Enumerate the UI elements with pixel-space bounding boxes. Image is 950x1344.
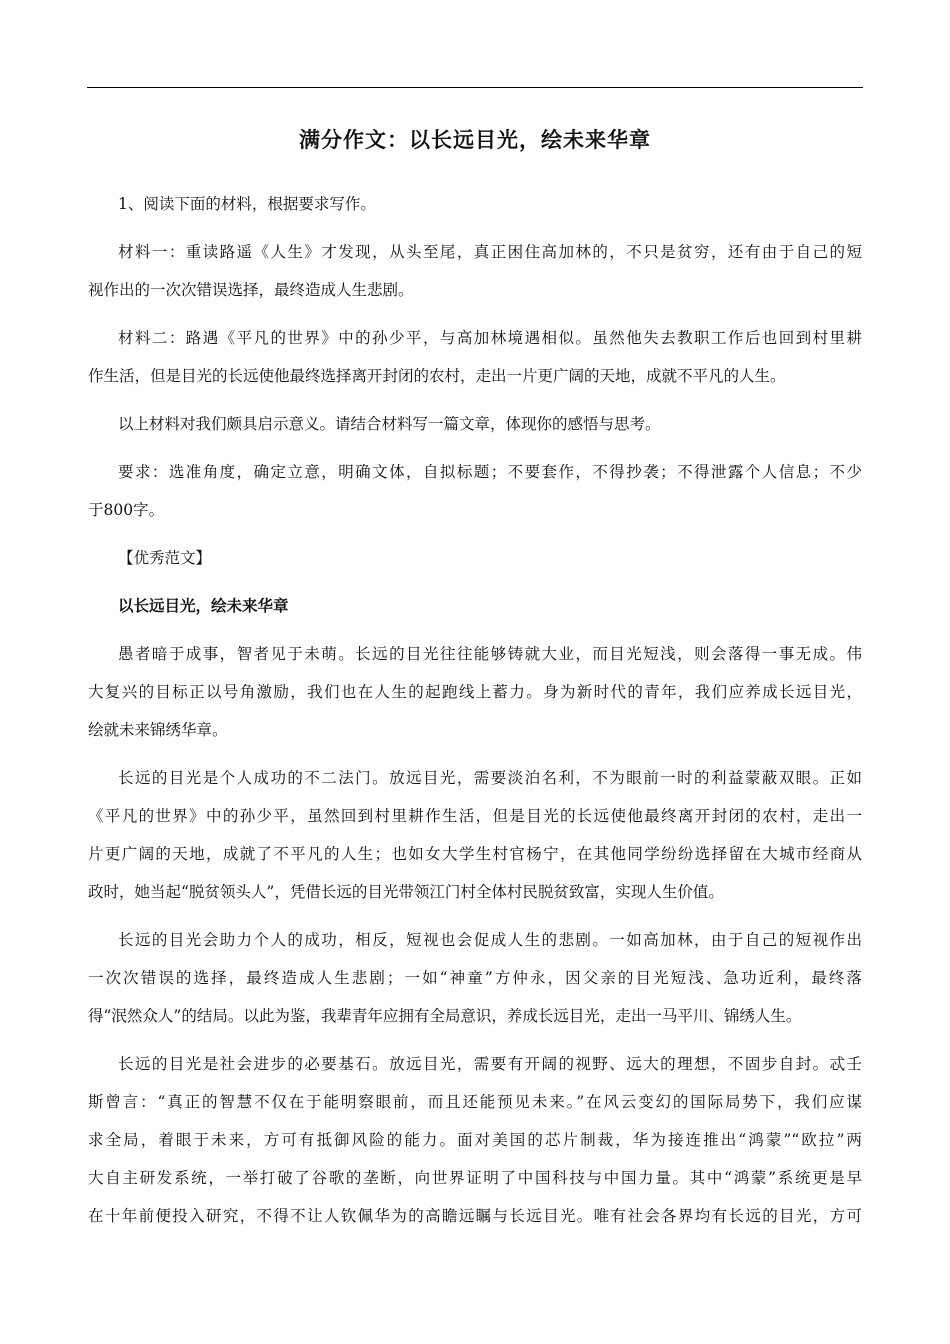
paragraph-line: 在十年前便投入研究，不得不让人钦佩华为的高瞻远瞩与长远目光。唯有社会各界均有长远的目光，方可 [88, 1207, 862, 1225]
paragraph-line: 材料一：重读路遥《人生》才发现，从头至尾，真正困住高加林的，不只是贫穷，还有由于自己的短 [118, 243, 862, 261]
paragraph-line: 《平凡的世界》中的孙少平，虽然回到村里耕作生活，但是目光的长远使他最终离开封闭的农村，走出一 [88, 807, 862, 825]
paragraph-line: 1、阅读下面的材料，根据要求写作。 [118, 195, 376, 213]
paragraph-line: 片更广阔的天地，成就了不平凡的人生；也如女大学生村官杨宁，在其他同学纷纷选择留在大城市经商从 [88, 845, 862, 863]
paragraph [88, 319, 862, 395]
paragraph [88, 233, 862, 309]
paragraph-line: 材料二：路遇《平凡的世界》中的孙少平，与高加林境遇相似。虽然他失去教职工作后也回到村里耕 [118, 329, 862, 347]
paragraph-line: 以上材料对我们颇具启示意义。请结合材料写一篇文章，体现你的感悟与思考。 [118, 415, 661, 433]
paragraph-line: 长远的目光是个人成功的不二法门。放远目光，需要淡泊名利，不为眼前一时的利益蒙蔽双眼。正如 [118, 769, 862, 787]
paragraph [88, 185, 862, 223]
paragraph [88, 539, 862, 577]
paragraph [88, 405, 862, 443]
page-title: 满分作文：以长远目光，绘未来华章 [299, 127, 651, 152]
paragraph-line: 视作出的一次次错误选择，最终造成人生悲剧。 [88, 281, 414, 299]
paragraph-line: 得“泯然众人”的结局。以此为鉴，我辈青年应拥有全局意识，养成长远目光，走出一马平川、锦绣人生。 [88, 1007, 802, 1025]
paragraph-line: 愚者暗于成事，智者见于未萌。长远的目光往往能够铸就大业，而目光短浅，则会落得一事无成。伟 [118, 645, 862, 663]
paragraph-line: 大复兴的目标正以号角激励，我们也在人生的起跑线上蓄力。身为新时代的青年，我们应养成长远目光， [88, 683, 862, 701]
paragraph-line: 绘就未来锦绣华章。 [88, 721, 228, 739]
paragraph [88, 635, 862, 749]
essay-title [88, 587, 862, 625]
paragraph-line: 长远的目光会助力个人的成功，相反，短视也会促成人生的悲剧。一如高加林，由于自己的短视作出 [118, 931, 862, 949]
paragraph-line: 作生活，但是目光的长远使他最终选择离开封闭的农村，走出一片更广阔的天地，成就不平凡的人生。 [88, 367, 786, 385]
paragraph-line: 斯曾言：“真正的智慧不仅在于能明察眼前，而且还能预见未来。”在风云变幻的国际局势下，我们应谋 [88, 1093, 862, 1111]
paragraph [88, 453, 862, 529]
paragraph-line: 要求：选准角度，确定立意，明确文体，自拟标题；不要套作，不得抄袭；不得泄露个人信息；不少 [118, 463, 862, 481]
paragraph-line: 于800字。 [88, 501, 165, 519]
paragraph [88, 1045, 862, 1235]
paragraph-line: 大自主研发系统，一举打破了谷歌的垄断，向世界证明了中国科技与中国力量。其中“鸿蒙”系统更是早 [88, 1169, 862, 1187]
paragraph [88, 759, 862, 911]
paragraph-line: 政时，她当起“脱贫领头人”，凭借长远的目光带领江门村全体村民脱贫致富，实现人生价值。 [88, 883, 724, 901]
document-body [88, 185, 862, 1245]
paragraph-line: 【优秀范文】 [118, 549, 212, 567]
paragraph-line: 长远的目光是社会进步的必要基石。放远目光，需要有开阔的视野、远大的理想，不固步自封。忒壬 [118, 1055, 862, 1073]
paragraph-line: 求全局，着眼于未来，方可有抵御风险的能力。面对美国的芯片制裁，华为接连推出“鸿蒙”“欧拉”两 [88, 1131, 862, 1149]
paragraph [88, 921, 862, 1035]
paragraph-line: 一次次错误的选择，最终造成人生悲剧；一如“神童”方仲永，因父亲的目光短浅、急功近利，最终落 [88, 969, 862, 987]
paragraph-line: 以长远目光，绘未来华章 [118, 596, 289, 615]
header-rule [87, 87, 863, 88]
